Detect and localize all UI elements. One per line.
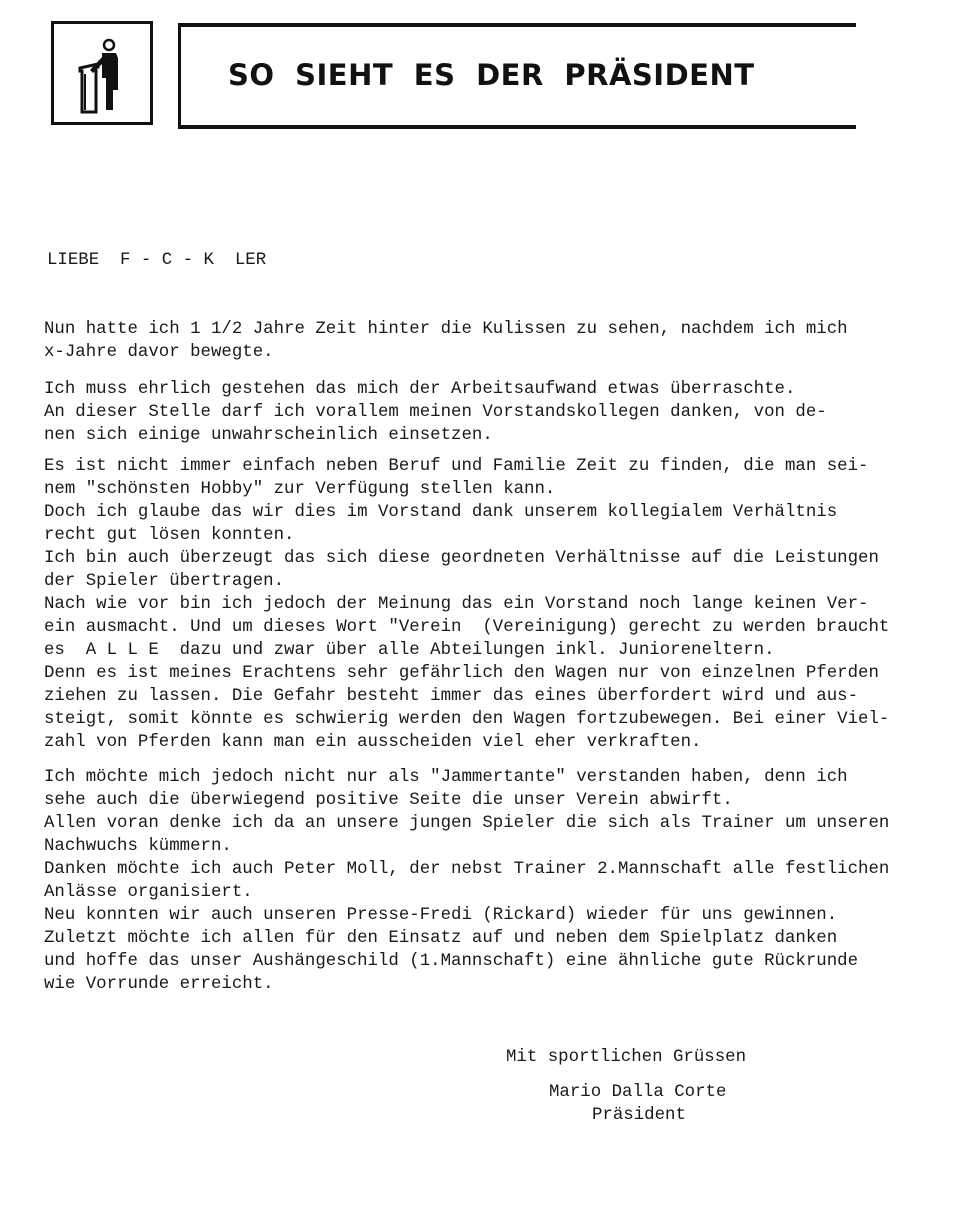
text-line: Ich bin auch überzeugt das sich diese geordneten Verhältnisse auf die Leistungen: [44, 549, 879, 568]
header-rule-top: [180, 23, 856, 27]
text-line: recht gut lösen konnten.: [44, 526, 295, 545]
text-line: Es ist nicht immer einfach neben Beruf und Familie Zeit zu finden, die man sei-: [44, 457, 869, 476]
text-line: Ich muss ehrlich gestehen das mich der Arbeitsaufwand etwas überraschte.: [44, 380, 796, 399]
paragraph: [44, 455, 889, 754]
text-line: x-Jahre davor bewegte.: [44, 343, 274, 362]
text-line: und hoffe das unser Aushängeschild (1.Mannschaft) eine ähnliche gute Rückrunde: [44, 952, 859, 971]
logo-box: [51, 21, 153, 125]
text-line: sehe auch die überwiegend positive Seite die unser Verein abwirft.: [44, 791, 733, 810]
text-line: Allen voran denke ich da an unsere jungen Spieler die sich als Trainer um unseren: [44, 814, 890, 833]
paragraph: [44, 378, 827, 447]
text-line: steigt, somit könnte es schwierig werden den Wagen fortzubewegen. Bei einer Viel-: [44, 710, 890, 729]
paragraph: [44, 766, 889, 996]
text-line: der Spieler übertragen.: [44, 572, 285, 591]
page-title: SO SIEHT ES DER PRÄSIDENT: [228, 58, 755, 92]
header-rule-bottom: [180, 125, 856, 129]
text-line: Denn es ist meines Erachtens sehr gefährlich den Wagen nur von einzelnen Pferden: [44, 664, 879, 683]
text-line: nem "schönsten Hobby" zur Verfügung stellen kann.: [44, 480, 556, 499]
text-line: ein ausmacht. Und um dieses Wort "Verein (Vereinigung) gerecht zu werden braucht: [44, 618, 890, 637]
text-line: An dieser Stelle darf ich vorallem meinen Vorstandskollegen danken, von de-: [44, 403, 827, 422]
text-line: ziehen zu lassen. Die Gefahr besteht immer das eines überfordert wird und aus-: [44, 687, 859, 706]
text-line: wie Vorrunde erreicht.: [44, 975, 274, 994]
signature-title: Präsident: [592, 1106, 686, 1125]
text-line: Doch ich glaube das wir dies im Vorstand dank unserem kollegialem Verhältnis: [44, 503, 838, 522]
text-line: es A L L E dazu und zwar über alle Abteilungen inkl. Junioreneltern.: [44, 641, 775, 660]
text-line: Nachwuchs kümmern.: [44, 837, 232, 856]
text-line: Zuletzt möchte ich allen für den Einsatz auf und neben dem Spielplatz danken: [44, 929, 838, 948]
text-line: Ich möchte mich jedoch nicht nur als "Jammertante" verstanden haben, denn ich: [44, 768, 848, 787]
paragraph: [44, 318, 848, 364]
text-line: nen sich einige unwahrscheinlich einsetzen.: [44, 426, 493, 445]
text-line: Neu konnten wir auch unseren Presse-Fredi (Rickard) wieder für uns gewinnen.: [44, 906, 838, 925]
text-line: Anlässe organisiert.: [44, 883, 253, 902]
text-line: Danken möchte ich auch Peter Moll, der nebst Trainer 2.Mannschaft alle festlichen: [44, 860, 890, 879]
signature-name: Mario Dalla Corte: [549, 1083, 727, 1102]
closing-text: Mit sportlichen Grüssen: [506, 1048, 747, 1067]
salutation: LIEBE F - C - K LER: [47, 251, 267, 270]
text-line: zahl von Pferden kann man ein ausscheiden viel eher verkraften.: [44, 733, 702, 752]
header-rule-left: [178, 23, 181, 129]
text-line: Nun hatte ich 1 1/2 Jahre Zeit hinter die Kulissen zu sehen, nachdem ich mich: [44, 320, 848, 339]
text-line: Nach wie vor bin ich jedoch der Meinung das ein Vorstand noch lange keinen Ver-: [44, 595, 869, 614]
person-at-lectern-icon: [72, 38, 136, 114]
